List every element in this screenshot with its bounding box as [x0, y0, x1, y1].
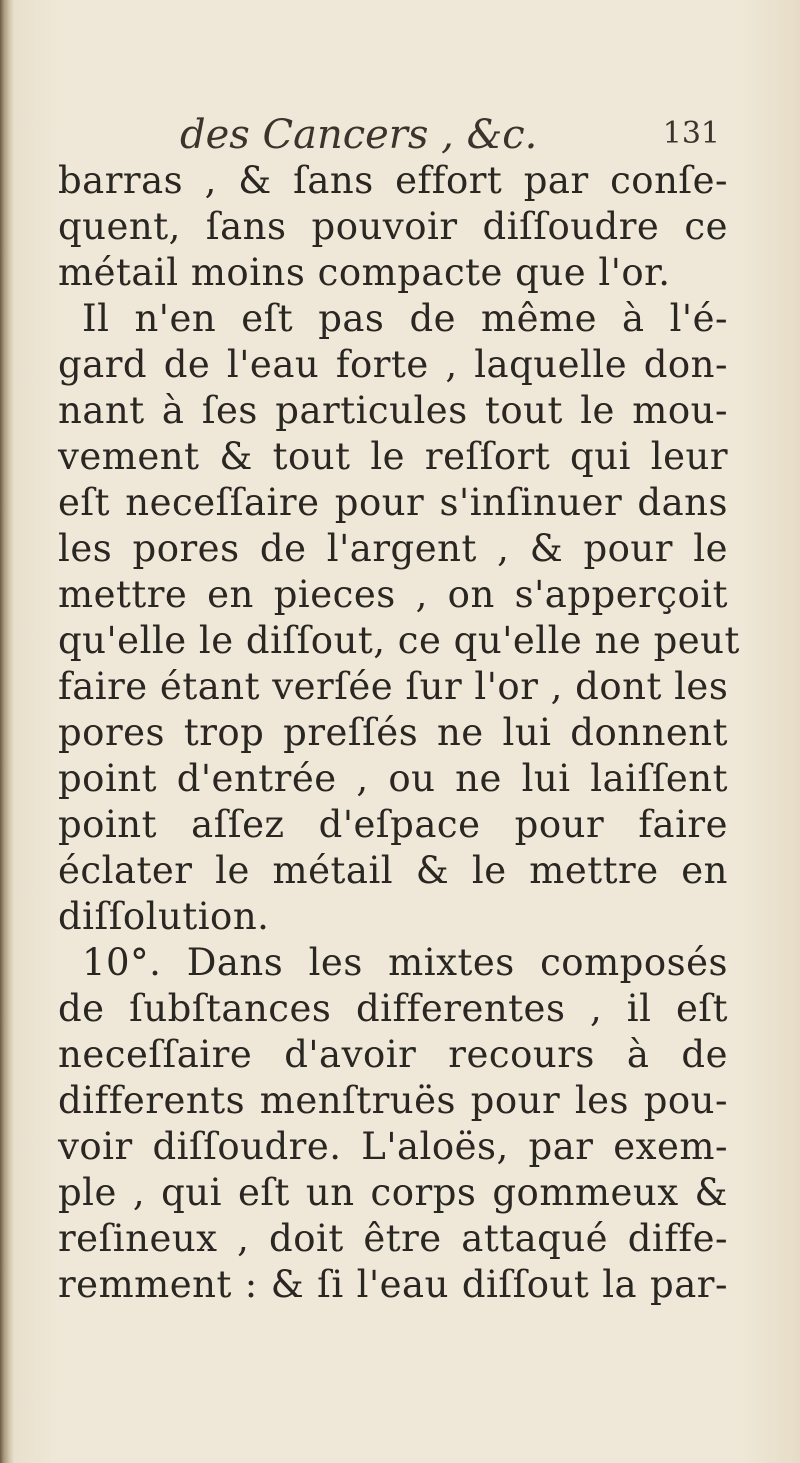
page-header	[180, 112, 720, 162]
text-line: éclater le métail & le mettre en	[58, 849, 728, 892]
text-line: voir diſſoudre. L'aloës, par exem-	[58, 1125, 728, 1168]
text-line: pores trop preſſés ne lui donnent	[58, 711, 728, 754]
text-line: differents menſtruës pour les pou-	[58, 1079, 728, 1122]
text-line: nant à ſes particules tout le mou-	[58, 389, 728, 432]
text-line: neceſſaire d'avoir recours à de	[58, 1033, 728, 1076]
text-line: point d'entrée , ou ne lui laiſſent	[58, 757, 728, 800]
page-number: 131	[662, 116, 720, 151]
text-line: point aſſez d'eſpace pour faire	[58, 803, 728, 846]
text-line: diſſolution.	[58, 895, 270, 938]
text-line: les pores de l'argent , & pour le	[58, 527, 728, 570]
text-line: remment : & ſi l'eau diſſout la par-	[58, 1263, 728, 1306]
text-line: quent, ſans pouvoir diſſoudre ce	[58, 205, 728, 248]
text-line: ple , qui eſt un corps gommeux &	[58, 1171, 728, 1214]
text-line: vement & tout le reſſort qui leur	[58, 435, 728, 478]
body-text	[58, 158, 740, 1308]
text-line: métail moins compacte que l'or.	[58, 251, 671, 294]
text-line: qu'elle le diſſout, ce qu'elle ne peut	[58, 619, 740, 662]
text-line: eſt neceſſaire pour s'inſinuer dans	[58, 481, 728, 524]
text-line: faire étant verſée ſur l'or , dont les	[58, 665, 729, 708]
text-line: barras , & ſans effort par conſe-	[58, 159, 728, 202]
text-line: de ſubſtances differentes , il eſt	[58, 987, 728, 1030]
text-line: gard de l'eau forte , laquelle don-	[58, 343, 728, 386]
running-title: des Cancers , &c.	[180, 112, 538, 158]
text-line: 10°. Dans les mixtes composés	[82, 941, 728, 984]
text-line: Il n'en eſt pas de même à l'é-	[82, 297, 728, 340]
text-line: mettre en pieces , on s'apperçoit	[58, 573, 728, 616]
text-line: reſineux , doit être attaqué diffe-	[58, 1217, 728, 1260]
binding-edge	[0, 0, 14, 1463]
